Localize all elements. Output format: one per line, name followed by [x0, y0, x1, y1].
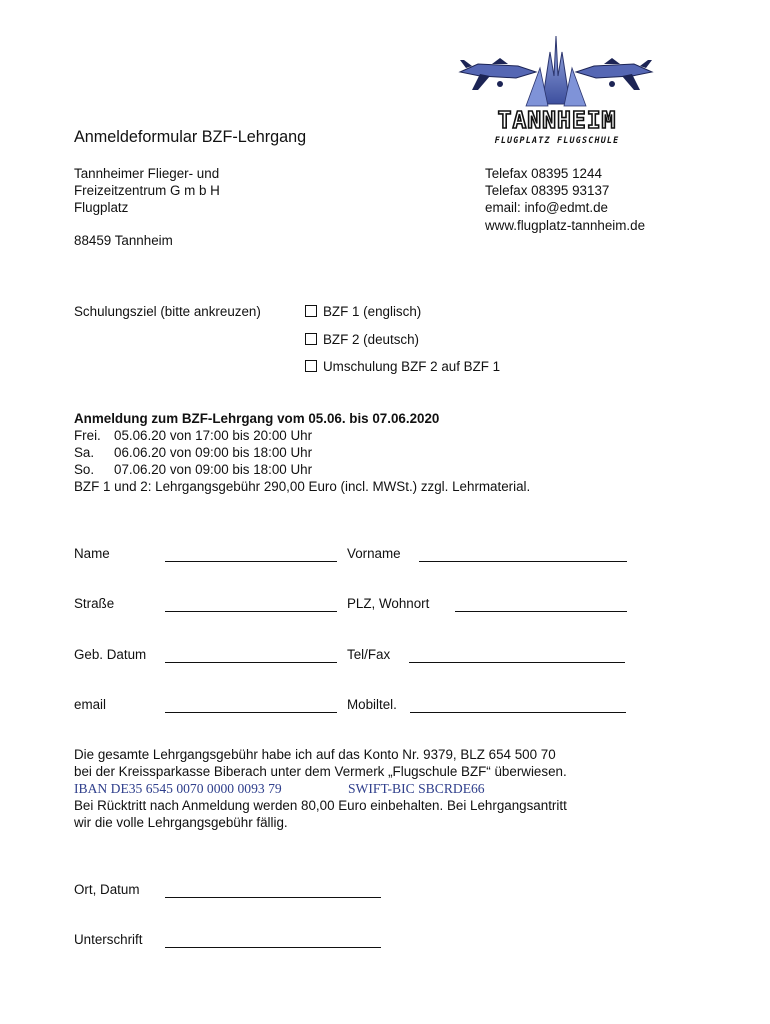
checkbox-umschulung[interactable] [305, 360, 317, 372]
ort-datum-field[interactable] [165, 897, 381, 898]
geb-datum-label: Geb. Datum [74, 647, 147, 662]
checkbox-bzf2[interactable] [305, 333, 317, 345]
geb-datum-field[interactable] [165, 662, 337, 663]
vorname-label: Vorname [347, 546, 401, 561]
schulungsziel-label: Schulungsziel (bitte ankreuzen) [74, 304, 261, 319]
logo-wordmark: TANNHEIM [497, 108, 617, 134]
mobiltel-label: Mobiltel. [347, 697, 397, 712]
course-day-row [74, 462, 312, 477]
course-day-row [74, 445, 312, 460]
course-time: 06.06.20 von 09:00 bis 18:00 Uhr [114, 445, 313, 460]
option-bzf1[interactable] [305, 304, 421, 319]
course-time: 05.06.20 von 17:00 bis 20:00 Uhr [114, 428, 313, 443]
contact-fax: Telefax 08395 93137 [485, 183, 610, 199]
payment-line: Bei Rücktritt nach Anmeldung werden 80,00 Euro einbehalten. Bei Lehrgangsantritt [74, 798, 567, 813]
contact-block [485, 166, 645, 235]
option-label: BZF 2 (deutsch) [323, 332, 419, 347]
unterschrift-field[interactable] [165, 947, 381, 948]
contact-fax: Telefax 08395 1244 [485, 166, 602, 181]
unterschrift-label: Unterschrift [74, 932, 143, 947]
tel-fax-field[interactable] [409, 662, 625, 663]
contact-email: email: info@edmt.de [485, 200, 609, 216]
mobiltel-field[interactable] [410, 712, 626, 713]
payment-line: bei der Kreissparkasse Biberach unter dem Vermerk „Flugschule BZF“ überwiesen. [74, 764, 567, 779]
option-label: Umschulung BZF 2 auf BZF 1 [323, 359, 501, 374]
name-label: Name [74, 546, 110, 561]
strasse-field[interactable] [165, 611, 337, 612]
course-time: 07.06.20 von 09:00 bis 18:00 Uhr [114, 462, 313, 477]
option-label: BZF 1 (englisch) [323, 304, 422, 319]
payment-line: wir die volle Lehrgangsgebühr fällig. [74, 815, 288, 830]
course-day: Sa. [74, 445, 95, 460]
strasse-label: Straße [74, 596, 115, 611]
address-city: 88459 Tannheim [74, 233, 173, 248]
course-day: So. [74, 462, 95, 477]
address-line: Freizeitzentrum G m b H [74, 183, 220, 199]
ort-datum-label: Ort, Datum [74, 882, 140, 897]
address-line: Tannheimer Flieger- und [74, 166, 220, 181]
form-title: Anmeldeformular BZF-Lehrgang [74, 128, 307, 146]
email-field[interactable] [165, 712, 337, 713]
iban: IBAN DE35 6545 0070 0000 0093 79 [74, 781, 282, 796]
plz-wohnort-label: PLZ, Wohnort [347, 596, 430, 611]
email-label: email [74, 697, 106, 712]
tel-fax-label: Tel/Fax [347, 647, 391, 662]
course-day: Frei. [74, 428, 101, 443]
option-bzf2[interactable] [305, 332, 419, 347]
swift-bic: SWIFT-BIC SBCRDE66 [348, 781, 485, 796]
address-line: Flugplatz [74, 200, 129, 216]
course-heading: Anmeldung zum BZF-Lehrgang vom 05.06. bis 07.06.2020 [74, 411, 440, 426]
course-fee: BZF 1 und 2: Lehrgangsgebühr 290,00 Euro (incl. MWSt.) zzgl. Lehrmaterial. [74, 479, 531, 494]
option-umschulung[interactable] [305, 359, 500, 374]
plz-wohnort-field[interactable] [455, 611, 627, 612]
contact-website: www.flugplatz-tannheim.de [485, 217, 646, 233]
logo-subtitle: FLUGPLATZ FLUGSCHULE [494, 135, 620, 145]
course-day-row [74, 428, 312, 443]
name-field[interactable] [165, 561, 337, 562]
address-block [74, 166, 220, 218]
payment-line: Die gesamte Lehrgangsgebühr habe ich auf das Konto Nr. 9379, BLZ 654 500 70 [74, 747, 556, 762]
checkbox-bzf1[interactable] [305, 305, 317, 317]
vorname-field[interactable] [419, 561, 627, 562]
